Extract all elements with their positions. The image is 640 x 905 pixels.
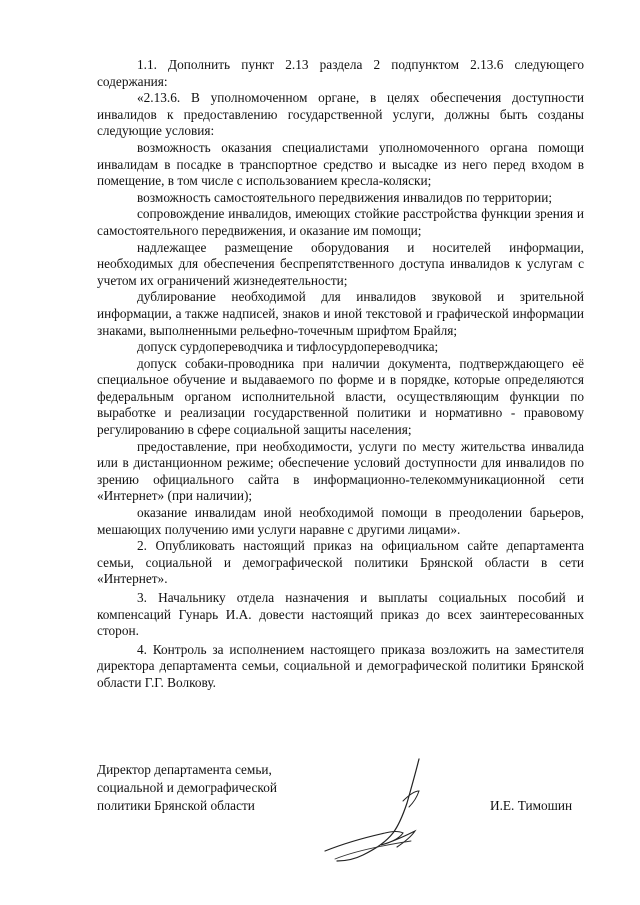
signatory-title-line-2: социальной и демографической — [97, 780, 277, 795]
signatory-title-line-3: политики Брянской области — [97, 798, 255, 813]
paragraph-condition-duplication: дублирование необходимой для инвалидов звуковой и зрительной информации, а также надписей, знаков и иной текстовой и графической информации знаками, выполненными рельефно-точечным шрифтом Брайля; — [97, 289, 584, 338]
signatory-title-line-1: Директор департамента семьи, — [97, 762, 272, 777]
handwritten-signature — [315, 755, 455, 865]
paragraph-condition-guide-dog: допуск собаки-проводника при наличии документа, подтверждающего её специальное обучение и выдаваемого по форме и в порядке, которые определяются федеральным органом исполнительной власти, осуществляющим функции по выработке и реализации государственной политики и нормативно - правовому регулированию в сфере социальной защиты населения; — [97, 355, 584, 438]
signatory-title — [97, 761, 277, 815]
paragraph-2-13-6: «2.13.6. В уполномоченном органе, в целях обеспечения доступности инвалидов к предоставлению государственной услуги, должны быть созданы следующие условия: — [97, 90, 584, 139]
paragraph-condition-movement: возможность самостоятельного передвижения инвалидов по территории; — [137, 189, 553, 205]
paragraph-item-4: 4. Контроль за исполнением настоящего приказа возложить на заместителя директора департамента семьи, социальной и демографической политики Брянской области Г.Г. Волкову. — [97, 641, 584, 690]
paragraph-1-1: 1.1. Дополнить пункт 2.13 раздела 2 подпунктом 2.13.6 следующего содержания: — [97, 57, 584, 89]
document-body — [97, 57, 584, 692]
paragraph-condition-other-help: оказание инвалидам иной необходимой помощи в преодолении барьеров, мешающих получению ими услуги наравне с другими лицами». — [97, 505, 584, 537]
paragraph-condition-remote-service: предоставление, при необходимости, услуги по месту жительства инвалида или в дистанционном режиме; обеспечение условий доступности для инвалидов по зрению официального сайта в информационно-телекоммуникационной сети «Интернет» (при наличии); — [97, 438, 584, 504]
signatory-name: И.Е. Тимошин — [490, 798, 573, 813]
paragraph-condition-equipment: надлежащее размещение оборудования и носителей информации, необходимых для обеспечения беспрепятственного доступа инвалидов к услугам с учетом их ограничений жизнедеятельности; — [97, 239, 584, 288]
paragraph-item-2: 2. Опубликовать настоящий приказ на официальном сайте департамента семьи, социальной и демографической политики Брянской области в сети «Интернет». — [97, 538, 584, 587]
paragraph-item-3: 3. Начальнику отдела назначения и выплаты социальных пособий и компенсаций Гунарь И.А. довести настоящий приказ до всех заинтересованных сторон. — [97, 590, 584, 639]
paragraph-condition-interpreter: допуск сурдопереводчика и тифлосурдопереводчика; — [137, 339, 439, 355]
paragraph-condition-escort: сопровождение инвалидов, имеющих стойкие расстройства функции зрения и самостоятельного передвижения, и оказание им помощи; — [97, 206, 584, 238]
paragraph-condition-assistance: возможность оказания специалистами уполномоченного органа помощи инвалидам в посадке в транспортное средство и высадке из него перед входом в помещение, в том числе с использованием кресла-коляски; — [97, 139, 584, 189]
